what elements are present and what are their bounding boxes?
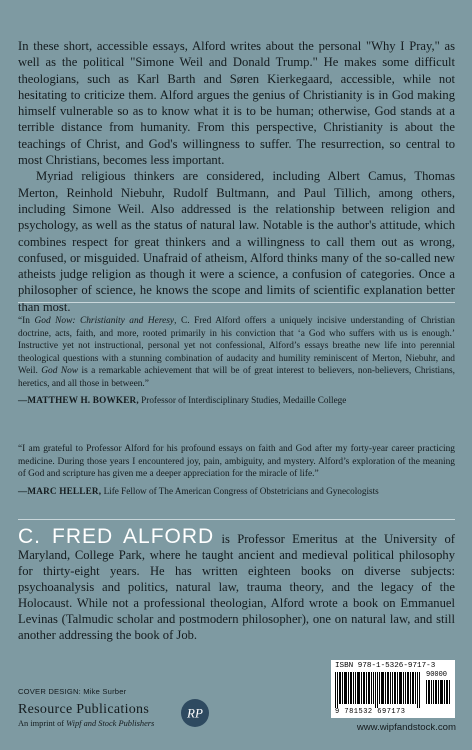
endorsement-attribution [18,485,455,497]
cover-design-credit: COVER DESIGN: Mike Surber [18,687,127,696]
endorsement-text: “In God Now: Christianity and Heresy, C. Fred Alford offers a uniquely incisive understanding of Christian doctrine, acts, faith, and more, rooted primarily in his conviction that ‘a God who suffers with us is enough.’ Instructive yet not instructional, personal yet not confessional, Alford’s essays breathe new life into perennial theological questions with a stunning combination of audacity and humility reminiscent of Merton, Niebuhr, and Weil. God Now is a remarkable achievement that will be of great interest to believers, non-believers, Christians, heretics, and all those in between.” [18,316,456,389]
isbn-barcode [331,660,455,718]
divider-top [18,302,455,303]
endorsement-bowker [18,315,455,406]
author-name: C. FRED ALFORD [18,525,215,548]
publisher-logo-icon [180,698,210,728]
endorsement-attribution [18,394,455,406]
barcode-bars-icon [335,672,423,708]
book-title-italic: God Now: Christianity and Heresy [34,316,175,326]
endorser-affiliation: Life Fellow of The American Congress of Obstetricians and Gynecologists [101,485,379,496]
logo-text: RP [187,705,203,721]
description-paragraph-2: Myriad religious thinkers are considered, including Albert Camus, Thomas Merton, Reinhold Niebuhr, Rudolf Bultmann, and Paul Tillich, among others, including Simone Weil. Also addressed is the relationship between religion and psychology, as well as the status of natural law. Notable is the author's attitude, which combines respect for great thinkers and a willingness to call them out as wrong, confused, or misguided. Unafraid of atheism, Alford thinks many of the so-called new atheists judge religion as though it were a science, a confusion of categories. Once a philosopher of science, he knows the scope and limits of scientific explanation better than most. [18,169,455,314]
isbn-text: ISBN 978-1-5326-9717-3 [335,662,436,670]
author-bio-text: is Professor Emeritus at the University of Maryland, College Park, where he taught ancient and medieval political philosophy for thirty-eight years. He has written eighteen books on diverse subjects: psychoanalysis and politics, natural law, trauma theory, and the legacy of the Holocaust. While not a professional theologian, Alford wrote a book on Emmanuel Levinas (Talmudic scholar and postmodern philosopher), one on natural law, and still another addressing the book of Job. [18,532,455,642]
endorser-affiliation: Professor of Interdisciplinary Studies, Medaille College [138,395,347,405]
price-barcode-icon [426,680,452,704]
description-paragraph-1: In these short, accessible essays, Alford writes about the personal "Why I Pray," as well as the political "Simone Weil and Donald Trump." He makes some difficult theologians, such as Karl Barth and Søren Kierkegaard, accessible, while not hesitating to criticize them. Alford argues the genius of Christianity is in God making himself vulnerable so as to know what it is to be human; otherwise, God stands at a terrible distance from humanity. From this perspective, Christianity is about the teachings of Christ, and God's willingness to suffer. The resurrection, so central to most Christians, becomes less important. [18,39,455,168]
publisher-block [18,702,154,728]
divider-bottom [18,519,455,520]
book-description [18,38,455,315]
book-title-italic: God Now [41,366,79,376]
endorser-name: —MARC HELLER, [18,485,102,496]
publisher-imprint: An imprint of Wipf and Stock Publishers [18,719,155,728]
publisher-name: Resource Publications [18,702,150,717]
endorsement-text: “I am grateful to Professor Alford for his profound essays on faith and God after my forty-year career practicing medicine. During those years I encountered joy, pain, ambiguity, and mystery. Alford’s exploration of the meaning of God and scripture has given me a deeper appreciation for the miracle of life.” [18,444,455,479]
author-bio [18,525,455,643]
price-code: 90000 [426,671,448,679]
endorsement-heller [18,443,455,497]
endorser-name: —MATTHEW H. BOWKER, [18,395,139,405]
barcode-digits: 9 781532 697173 [335,708,406,716]
publisher-website: www.wipfandstock.com [356,722,456,733]
